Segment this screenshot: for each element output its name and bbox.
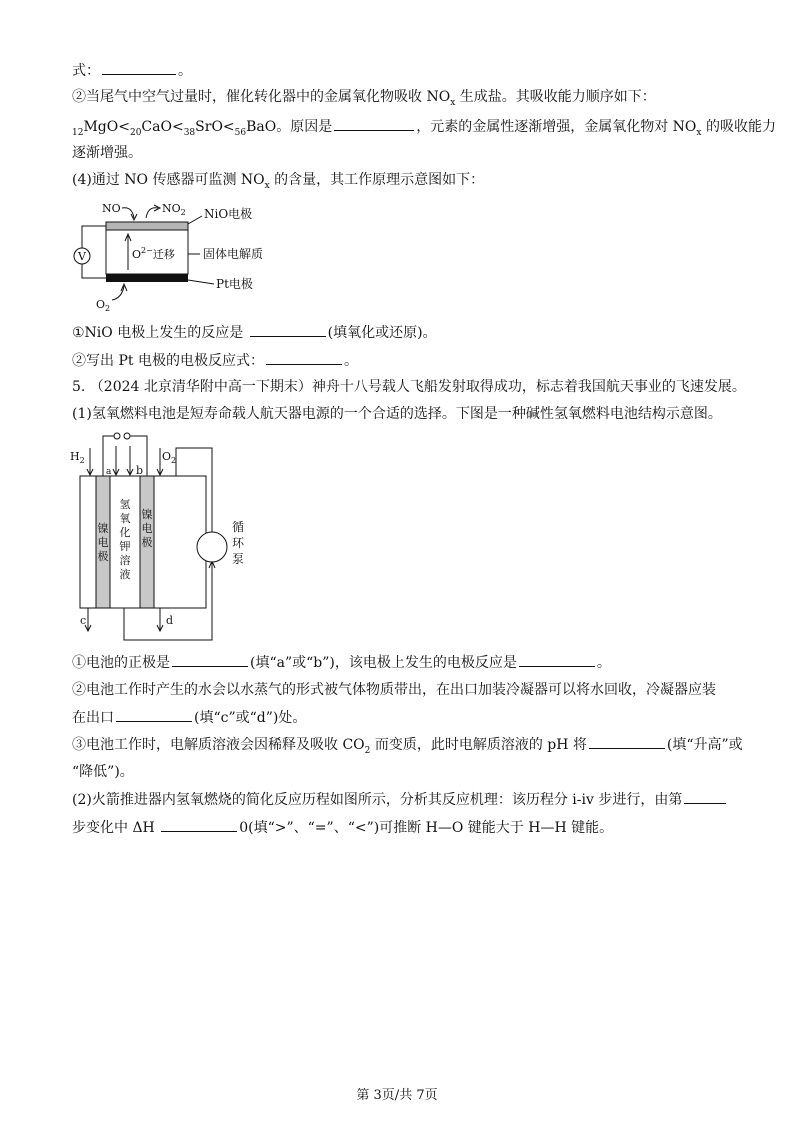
electrolyte-label-char: 氢	[119, 498, 131, 511]
h2-label	[70, 450, 85, 465]
pt-electrode	[106, 274, 188, 282]
subscript: x	[696, 127, 702, 138]
subscript: 2	[79, 456, 85, 465]
migration-label	[132, 246, 175, 261]
subscript: 2	[364, 745, 371, 756]
circuit-wire	[82, 264, 106, 278]
question-5-1-1-line	[72, 652, 732, 673]
pt-electrode-label: Pt电极	[216, 277, 253, 291]
o2-label	[162, 450, 176, 465]
text-segment: ①电池的正极是	[72, 655, 170, 671]
question-5-1-3-cont	[72, 762, 732, 782]
left-electrode-label-char: 电	[97, 536, 109, 549]
text-segment: 步变化中 ΔH	[72, 820, 160, 836]
electrode-a-label: a	[106, 467, 112, 477]
text-segment: 生成盐。其吸收能力顺序如下：	[455, 89, 656, 105]
question-4-1-line	[72, 322, 732, 343]
question-5-1-intro	[72, 404, 732, 424]
text-segment: (2)火箭推进器内氢氧燃烧的简化反应历程如图所示，分析其反应机理：该历程分 i-iv 步进行，由第	[72, 792, 683, 808]
no2-text: NO	[162, 202, 181, 215]
question-4-line	[72, 170, 732, 190]
text-segment: (填“c”或“d”)处。	[194, 710, 307, 726]
atomic-number: 56	[234, 127, 247, 138]
text-segment: BaO。原因是	[246, 119, 333, 135]
text-segment: 5. （2024 北京清华附中高一下期末）神舟十八号载人飞船发射取得成功，标志着我国航天事业的飞速发展。	[72, 379, 746, 395]
outlet-d-label: d	[166, 614, 174, 627]
text-segment: 0(填“>”、“=”、“<”)可推断 H—O 键能大于 H—H 键能。	[239, 820, 614, 836]
leader-line	[188, 216, 202, 224]
migration-text: 迁移	[152, 248, 175, 261]
no2-label	[162, 202, 186, 217]
electrolyte-label-char: 钾	[119, 540, 131, 553]
fuel-cell-diagram	[66, 428, 266, 648]
subscript: x	[450, 97, 456, 108]
answer-blank[interactable]	[684, 789, 726, 804]
answer-blank[interactable]	[172, 652, 248, 667]
text-segment: 的吸收能力	[701, 119, 776, 135]
hydrogen-text: H	[70, 450, 80, 463]
question-2-line	[72, 87, 732, 107]
text-segment: ②当尾气中空气过量时，催化转化器中的金属氧化物吸收 NO	[72, 89, 451, 105]
text-segment: (填“升高”或	[666, 737, 743, 753]
right-electrode-label-char: 电	[141, 522, 153, 535]
text-segment: (1)氢氧燃料电池是短寿命载人航天器电源的一个合适的选择。下图是一种碱性氢氧燃料电池结构示意图。	[72, 406, 722, 422]
text-segment: 逐渐增强。	[72, 145, 142, 161]
text-segment: ①NiO 电极上发生的反应是	[72, 325, 248, 341]
text-segment: (4)通过 NO 传感器可监测 NO	[72, 172, 265, 188]
electrolyte-label-char: 氧	[119, 512, 131, 525]
text-segment: 。	[343, 353, 358, 369]
text-segment: 而变质，此时电解质溶液的 pH 将	[370, 737, 587, 753]
terminal-icon	[114, 433, 120, 439]
text-segment: ②电池工作时产生的水会以水蒸气的形式被气体物质带出，在出口加装冷凝器可以将水回收，冷凝器应装	[72, 682, 716, 698]
question-4-2-line	[72, 350, 732, 371]
pump-label-char: 循	[231, 520, 245, 534]
pump-icon	[197, 532, 227, 562]
superscript: 2−	[141, 246, 153, 255]
subscript: 2	[171, 456, 177, 465]
text-segment: (填“a”或“b”)，该电极上发生的电极反应是	[250, 655, 517, 671]
answer-blank[interactable]	[266, 350, 342, 365]
no2-outflow-arrow	[146, 208, 158, 218]
voltmeter-label: V	[78, 250, 86, 263]
oxygen-text: O	[96, 298, 106, 311]
atomic-number: 12	[72, 127, 84, 138]
nio-electrode-label: NiO电极	[204, 207, 253, 221]
question-5-1-2-line	[72, 680, 732, 700]
text-segment: (填氧化或还原)。	[327, 325, 437, 341]
terminal-icon	[124, 433, 130, 439]
text-segment: ③电池工作时，电解质溶液会因稀释及吸收 CO	[72, 737, 365, 753]
o2-label	[96, 298, 110, 313]
text-line-formula-end	[72, 60, 732, 81]
text-line	[72, 143, 732, 163]
question-5-1-3-line	[72, 734, 743, 756]
oxide-ion-text: O	[132, 248, 142, 261]
answer-blank[interactable]	[334, 116, 414, 131]
page-footer: 第 3页/共 7页	[356, 1088, 438, 1103]
question-5-2-line	[72, 789, 732, 810]
pump-label-char: 泵	[231, 552, 245, 566]
no-sensor-diagram	[66, 196, 286, 316]
text-segment: 。	[178, 63, 192, 79]
text-segment: “降低”)。	[72, 764, 134, 780]
text-segment: ，元素的金属性逐渐增强，金属氧化物对 NO	[416, 119, 697, 135]
answer-blank[interactable]	[116, 707, 192, 722]
nio-electrode	[106, 222, 188, 230]
text-segment: 的含量，其工作原理示意图如下：	[269, 172, 485, 188]
text-segment: MgO<	[83, 119, 130, 135]
oxygen-text: O	[162, 450, 172, 463]
text-segment: 在出口	[72, 710, 114, 726]
outlet-c-label: c	[80, 614, 87, 627]
atomic-number: 20	[129, 127, 142, 138]
electrolyte-label-char: 化	[119, 526, 131, 539]
question-5-2-cont	[72, 817, 732, 838]
answer-blank[interactable]	[589, 734, 665, 749]
answer-blank[interactable]	[161, 817, 237, 832]
answer-blank[interactable]	[102, 60, 176, 75]
right-electrode-label-char: 极	[141, 536, 153, 549]
leader-line	[188, 280, 214, 284]
oxide-order-line	[72, 116, 776, 138]
text-segment: 式：	[72, 63, 100, 79]
subscript: x	[264, 180, 270, 191]
question-5-heading	[72, 377, 746, 397]
text-segment: 。	[596, 655, 611, 671]
atomic-number: 38	[183, 127, 196, 138]
circuit-wire	[82, 226, 106, 248]
electrode-b-label: b	[136, 464, 144, 477]
answer-blank[interactable]	[250, 322, 326, 337]
answer-blank[interactable]	[519, 652, 595, 667]
text-segment: CaO<	[141, 119, 184, 135]
subscript: 2	[180, 208, 186, 217]
question-5-1-2-cont	[72, 707, 732, 728]
text-segment: SrO<	[195, 119, 235, 135]
electrolyte-label-char: 液	[119, 568, 131, 581]
right-electrode-label-char: 镍	[141, 508, 153, 521]
pump-label-char: 环	[231, 536, 245, 550]
no-label: NO	[102, 202, 121, 215]
electrolyte-label-char: 溶	[119, 554, 131, 567]
subscript: 2	[105, 304, 111, 313]
left-electrode-label-char: 极	[97, 550, 109, 563]
electrolyte-label: 固体电解质	[203, 247, 264, 261]
left-electrode-label-char: 镍	[97, 522, 109, 535]
text-segment: ②写出 Pt 电极的电极反应式：	[72, 353, 264, 369]
